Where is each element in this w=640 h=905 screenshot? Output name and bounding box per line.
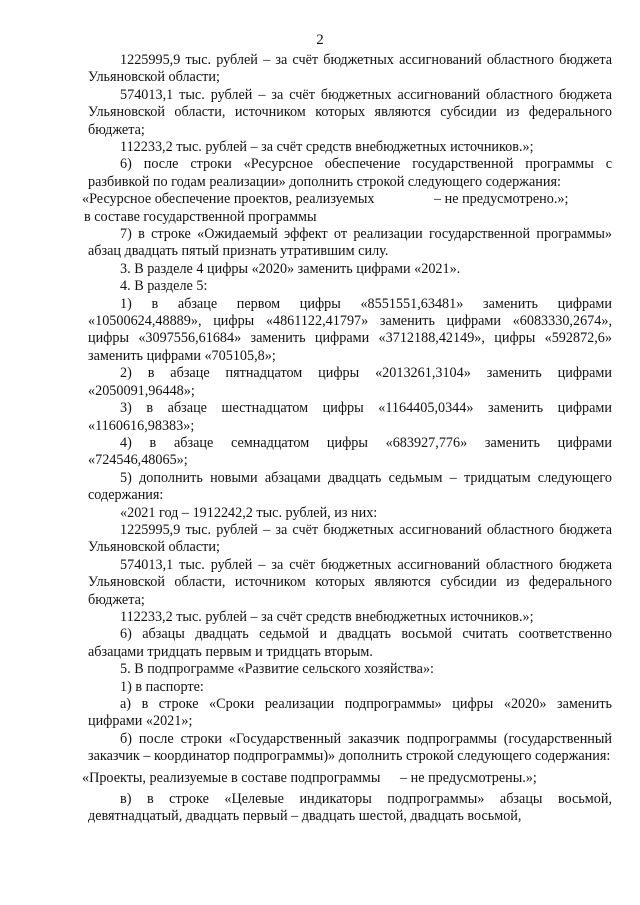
paragraph: «2021 год – 1912242,2 тыс. рублей, из них:: [120, 504, 378, 521]
page-number: 2: [316, 32, 324, 48]
paragraph: 112233,2 тыс. рублей – за счёт средств внебюджетных источников.»;: [120, 608, 534, 625]
table-cell-left-continuation: в составе государственной программы: [84, 208, 317, 225]
paragraph: 7) в строке «Ожидаемый эффект от реализации государственной программы» абзац двадцать пятый признать утратившим силу.: [88, 226, 612, 260]
table-cell-left: «Проекты, реализуемые в составе подпрограммы: [82, 769, 381, 786]
table-cell-right: – не предусмотрено.»;: [434, 191, 569, 208]
paragraph: 4. В разделе 5:: [120, 278, 208, 295]
paragraph: 5. В подпрограмме «Развитие сельского хозяйства»:: [120, 661, 434, 678]
paragraph: 574013,1 тыс. рублей – за счёт бюджетных ассигнований областного бюджета Ульяновской области, источником которых являются субсидии из федерального бюджета;: [88, 556, 612, 608]
paragraph: 5) дополнить новыми абзацами двадцать седьмым – тридцатым следующего содержания:: [88, 469, 612, 504]
paragraph: 6) абзацы двадцать седьмой и двадцать восьмой считать соответственно абзацами тридцать первым и тридцать вторым.: [88, 626, 612, 660]
inserted-table-row: [82, 770, 612, 787]
paragraph: 1225995,9 тыс. рублей – за счёт бюджетных ассигнований областного бюджета Ульяновской области;: [88, 52, 612, 86]
paragraph: 2) в абзаце пятнадцатом цифры «2013261,3104» заменить цифрами «2050091,96448»;: [88, 365, 612, 399]
table-cell-left: «Ресурсное обеспечение проектов, реализуемых: [82, 191, 375, 208]
paragraph: 6) после строки «Ресурсное обеспечение государственной программы с разбивкой по годам реализации» дополнить строкой следующего содержания:: [88, 156, 612, 190]
paragraph: 3) в абзаце шестнадцатом цифры «1164405,0344» заменить цифрами «1160616,98383»;: [88, 400, 612, 434]
document-body: [82, 52, 612, 826]
paragraph: 4) в абзаце семнадцатом цифры «683927,776» заменить цифрами «724546,48065»;: [88, 434, 612, 469]
paragraph: 3. В разделе 4 цифры «2020» заменить цифрами «2021».: [120, 260, 461, 277]
paragraph: а) в строке «Сроки реализации подпрограммы» цифры «2020» заменить цифрами «2021»;: [88, 696, 612, 730]
table-cell-right: – не предусмотрены.»;: [400, 769, 537, 786]
paragraph: б) после строки «Государственный заказчик подпрограммы (государственный заказчик – координатор подпрограммы)» дополнить строкой следующего содержания:: [88, 730, 612, 765]
inserted-table-row: [82, 191, 612, 208]
paragraph: в) в строке «Целевые индикаторы подпрограммы» абзацы восьмой, девятнадцатый, двадцать первый – двадцать шестой, двадцать восьмой,: [88, 791, 612, 825]
paragraph: 112233,2 тыс. рублей – за счёт средств внебюджетных источников.»;: [120, 139, 534, 156]
paragraph: 1) в паспорте:: [120, 678, 204, 695]
paragraph: 1) в абзаце первом цифры «8551551,63481» заменить цифрами «10500624,48889», цифры «4861122,41797» заменить цифрами «6083330,2674», цифры «3097556,61684» заменить цифрами «3712188,42149», цифры «592872,6» заменить цифрами «705105,8»;: [88, 295, 612, 364]
paragraph: 574013,1 тыс. рублей – за счёт бюджетных ассигнований областного бюджета Ульяновской области, источником которых являются субсидии из федерального бюджета;: [88, 86, 612, 138]
paragraph: 1225995,9 тыс. рублей – за счёт бюджетных ассигнований областного бюджета Ульяновской области;: [88, 521, 612, 556]
